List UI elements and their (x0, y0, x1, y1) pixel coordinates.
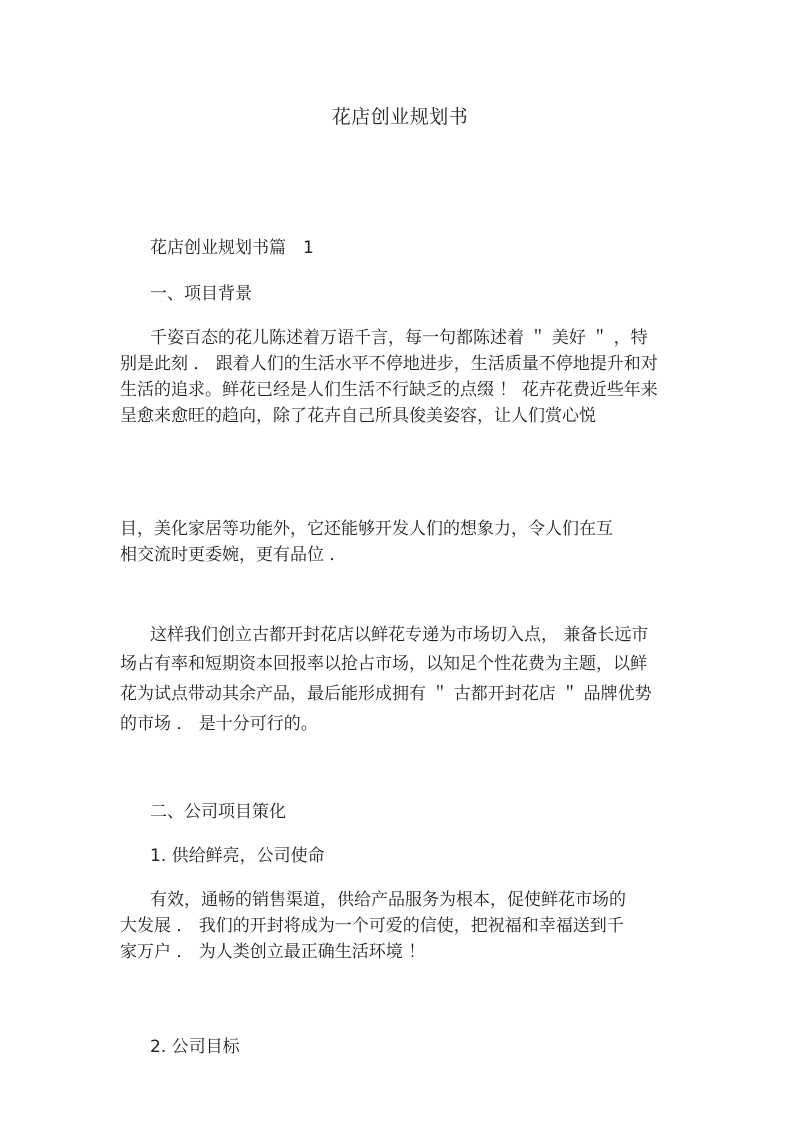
paragraph-line: 目，美化家居等功能外，它还能够开发人们的想象力，令人们在互 (120, 519, 613, 539)
paragraph-line: 呈愈来愈旺的趋向，除了花卉自己所具俊美姿容，让人们赏心悦 (120, 406, 596, 426)
subheading-company-goals: 2. 公司目标 (150, 1037, 240, 1057)
paragraph-line: 家万户 ． 为人类创立最正确生活环境 ！ (120, 942, 426, 962)
paragraph-line: 的市场 ． 是十分可行的。 (120, 714, 318, 734)
paragraph-line: 花为试点带动其余产品，最后能形成拥有 ＂ 古都开封花店 ＂ 品牌优势 (120, 684, 652, 704)
paragraph-line: 千姿百态的花儿陈述着万语千言，每一句都陈述着 ＂ 美好 ＂ ，特 (150, 328, 648, 348)
subheading-mission: 1. 供给鲜亮，公司使命 (150, 846, 325, 866)
section-heading: 花店创业规划书篇 1 (150, 238, 314, 258)
document-title: 花店创业规划书 (331, 106, 469, 128)
heading-project-background: 一、项目背景 (150, 284, 252, 304)
paragraph-line: 生活的追求。鲜花已经是人们生活不行缺乏的点缀 ！ 花卉花费近些年来 (120, 380, 658, 400)
paragraph-line: 大发展 ． 我们的开封将成为一个可爱的信使，把祝福和幸福送到千 (120, 916, 624, 936)
paragraph-line: 相交流时更委婉，更有品位 ． (120, 545, 347, 565)
paragraph-line: 别是此刻 ． 跟着人们的生活水平不停地进步，生活质量不停地提升和对 (120, 354, 658, 374)
paragraph-line: 这样我们创立古都开封花店以鲜花专递为市场切入点， 兼备长远市 (150, 625, 649, 645)
paragraph-line: 场占有率和短期资本回报率以抢占市场，以知足个性花费为主题，以鲜 (120, 654, 647, 674)
paragraph-line: 有效，通畅的销售渠道，供给产品服务为根本，促使鲜花市场的 (150, 890, 626, 910)
heading-company-planning: 二、公司项目策化 (150, 802, 286, 822)
